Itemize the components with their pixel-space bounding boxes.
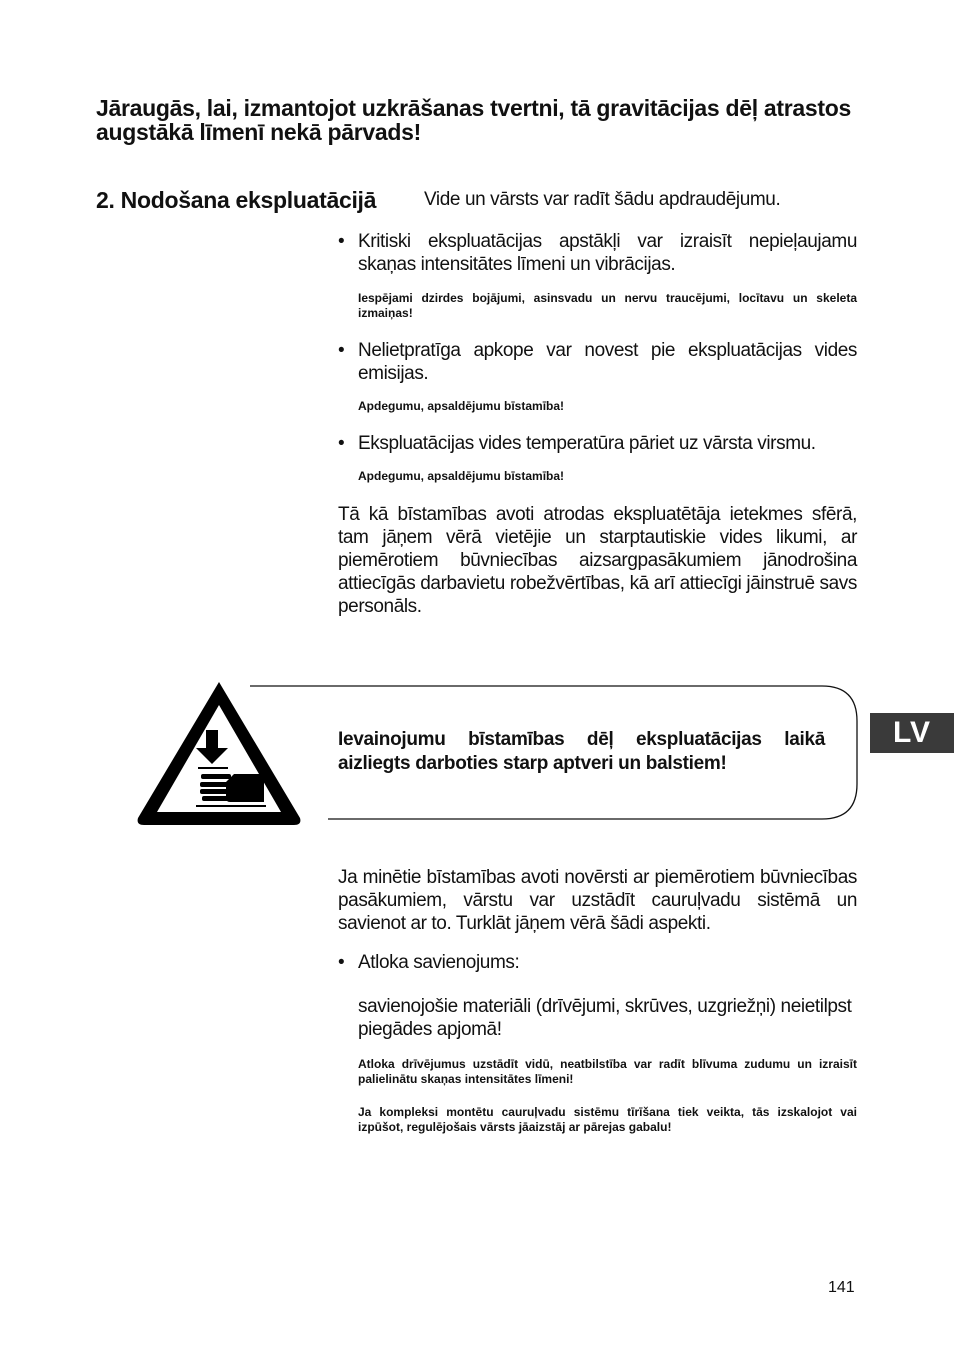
page-number: 141 [828, 1279, 855, 1296]
section-title: 2. Nodošana ekspluatācijā [96, 187, 377, 213]
hazard-note-2: Apdegumu, apsaldējumu bīstamība! [358, 399, 565, 413]
section-lead: Vide un vārsts var radīt šādu apdraudējumu. [424, 189, 781, 210]
hand-crush-warning-icon [134, 678, 304, 828]
flange-text: savienojošie materiāli (drīvējumi, skrūves, uzgriežņi) neietilpst piegādes apjomā! [358, 996, 852, 1040]
hazard-text-3: Ekspluatācijas vides temperatūra pāriet uz vārsta virsmu. [358, 433, 816, 454]
bullet-marker: • [338, 231, 345, 252]
hazard-note-3: Apdegumu, apsaldējumu bīstamība! [358, 469, 565, 483]
hazard-note-1: Iespējami dzirdes bojājumi, asinsvadu un nervu traucējumi, locītavu un skeleta izmaiņas! [358, 291, 857, 320]
hazard-text-1: Kritiski ekspluatācijas apstākļi var izraisīt nepieļaujamu skaņas intensitātes līmeni un vibrācijas. [358, 231, 857, 275]
callout-warning-text: Ievainojumu bīstamības dēļ ekspluatācijas laikā aizliegts darboties starp aptveri un balstiem! [338, 729, 825, 774]
flange-note-2: Ja kompleksi montētu cauruļvadu sistēmu tīrīšana tiek veikta, tās izskalojot vai izpūšot, regulējošais vārsts jāaizstāj ar pārejas gabalu! [358, 1105, 857, 1134]
bullet-marker: • [338, 433, 345, 454]
bullet-marker: • [338, 340, 345, 361]
bullet-marker: • [338, 952, 345, 973]
hazard-text-2: Nelietpratīga apkope var novest pie ekspluatācijas vides emisijas. [358, 340, 857, 384]
intro-warning: Jāraugās, lai, izmantojot uzkrāšanas tvertni, tā gravitācijas dēļ atrastos augstākā līmenī nekā pārvads! [96, 95, 851, 145]
responsibility-paragraph: Tā kā bīstamības avoti atrodas ekspluatētāja ietekmes sfērā, tam jāņem vērā vietējie un starptautiskie vides likumi, ar piemērotiem būvniecības aizsargpasākumiem jānodrošina attiecīgās darbavietu robežvērtības, kā arī attiecīgi jāinstruē savs personāls. [338, 504, 857, 617]
flange-title: Atloka savienojums: [358, 952, 520, 973]
flange-note-1: Atloka drīvējumus uzstādīt vidū, neatbilstība var radīt blīvuma zudumu un izraisīt palielinātu skaņas intensitātes līmeni! [358, 1057, 857, 1086]
language-tab: LV [870, 713, 954, 753]
install-paragraph: Ja minētie bīstamības avoti novērsti ar piemērotiem būvniecības pasākumiem, vārstu var uzstādīt cauruļvadu sistēmā un savienot ar to. Turklāt jāņem vērā šādi aspekti. [338, 867, 857, 934]
